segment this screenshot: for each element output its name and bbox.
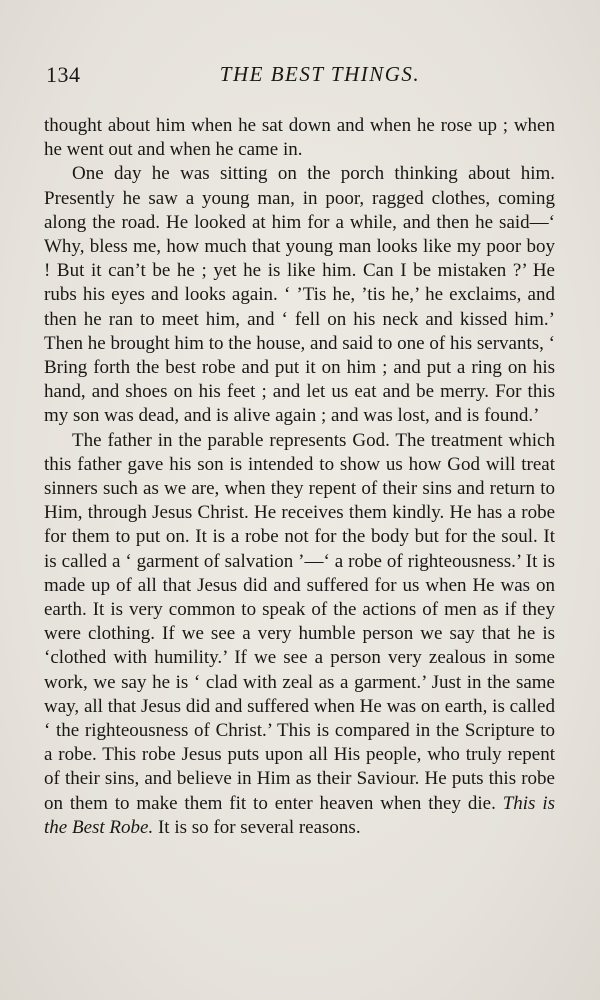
paragraph-text-end: It is so for several reasons. [153, 816, 361, 838]
page-header [46, 62, 554, 92]
page-number: 134 [46, 62, 81, 87]
paragraph-continuation: thought about him when he sat down and when he rose up ; when he went out and when he came in. [44, 115, 555, 161]
paragraph-prodigal-return: One day he was sitting on the porch thinking about him. Presently he saw a young man, in poor, ragged clothes, coming along the road. He looked at him for a while, and then he said—‘ Why, bless me, how much that young man looks like my poor boy ! But it can’t be he ; yet he is like him. Can I be mistaken ?’ He rubs his eyes and looks again. ‘ ’Tis he, ’tis he,’ he exclaims, and then he ran to meet him, and ‘ fell on his neck and kissed him.’ Then he brought him to the house, and said to one of his servants, ‘ Bring forth the best robe and put it on him ; and put a ring on his hand, and shoes on his feet ; and let us eat and be merry. For this my son was dead, and is alive again ; and was lost, and is found.’ [44, 163, 555, 427]
body-text [44, 114, 555, 840]
italic-phrase: This is the Best Robe. [44, 792, 555, 838]
paragraph-text: The father in the parable represents God. The treatment which this father gave his son is intended to show us how God will treat sinners such as we are, when they repent of their sins and return to Him, through Jesus Christ. He receives them kindly. He has a robe for them to put on. It is a robe not for the body but for the soul. It is called a ‘ garment of salvation ’—‘ a robe of righteousness.’ It is made up of all that Jesus did and suffered for us when He was on earth. It is very common to speak of the actions of men as if they were clothing. If we see a very humble person we say that he is ‘clothed with humility.’ If we see a person very zealous in some work, we say he is ‘ clad with zeal as a garment.’ Just in the same way, all that Jesus did and suffered when He was on earth, is called ‘ the righteousness of Christ.’ This is compared in the Scripture to a robe. This robe Jesus puts upon all His people, who truly repent of their sins, and believe in Him as their Saviour. He puts this robe on them to make them fit to enter heaven when they die. [44, 429, 555, 814]
paragraph-parable-meaning [44, 429, 555, 840]
running-title: THE BEST THINGS. [219, 62, 421, 86]
